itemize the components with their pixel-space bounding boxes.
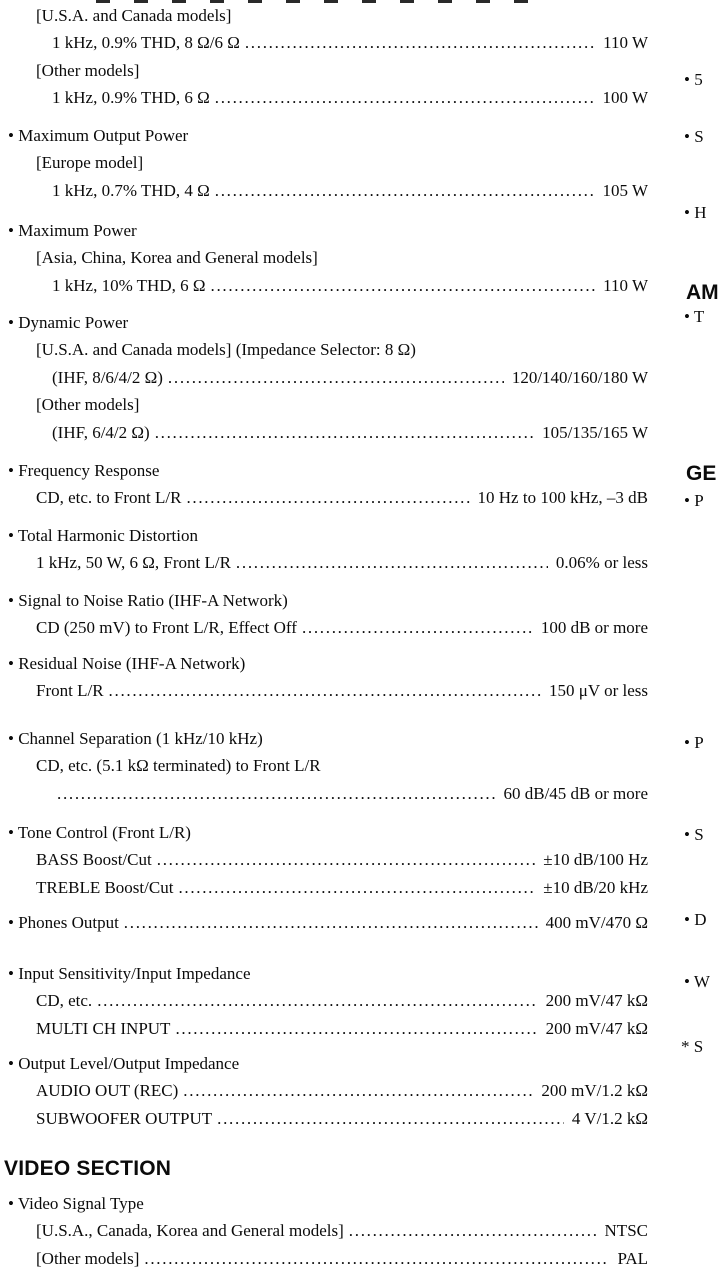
spec-line	[0, 484, 648, 511]
spec-label: [Europe model]	[36, 153, 144, 173]
spec-line	[0, 2, 648, 29]
spec-label: CD, etc. to Front L/R	[36, 488, 182, 508]
spec-group	[0, 457, 648, 512]
dot-leader	[109, 677, 541, 704]
spec-line	[0, 336, 648, 363]
spec-line	[0, 549, 648, 576]
spec-line	[0, 1105, 648, 1132]
spec-group	[0, 1050, 648, 1132]
spec-line	[0, 614, 648, 641]
spec-line	[0, 419, 648, 446]
spec-value: 60 dB/45 dB or more	[503, 783, 648, 803]
dot-leader	[57, 780, 496, 807]
spec-label: 1 kHz, 50 W, 6 Ω, Front L/R	[36, 553, 231, 573]
clipped-spec-fragment: • P	[684, 733, 704, 752]
spec-line	[0, 122, 648, 149]
dot-leader	[245, 29, 595, 56]
spec-line	[0, 244, 648, 271]
spec-label: BASS Boost/Cut	[36, 850, 152, 870]
spec-label: (IHF, 6/4/2 Ω)	[52, 422, 150, 442]
dot-leader	[178, 874, 535, 901]
spec-value: NTSC	[604, 1221, 648, 1241]
dot-leader	[97, 987, 537, 1014]
dot-leader	[183, 1077, 533, 1104]
spec-label: 1 kHz, 0.9% THD, 8 Ω/6 Ω	[52, 33, 240, 53]
dot-leader	[144, 1245, 609, 1272]
spec-label: • Video Signal Type	[8, 1194, 144, 1213]
spec-label: CD, etc. (5.1 kΩ terminated) to Front L/R	[36, 756, 321, 776]
spec-line	[0, 309, 648, 336]
dot-leader	[211, 272, 596, 299]
spec-value: 110 W	[603, 33, 648, 53]
spec-label: • Signal to Noise Ratio (IHF-A Network)	[8, 591, 288, 610]
spec-label: • Frequency Response	[8, 461, 160, 480]
spec-label: CD, etc.	[36, 991, 93, 1011]
spec-label: (IHF, 8/6/4/2 Ω)	[52, 367, 163, 387]
spec-label: • Phones Output	[8, 913, 119, 932]
dot-leader	[215, 84, 595, 111]
spec-line	[0, 1077, 648, 1104]
spec-label: AUDIO OUT (REC)	[36, 1081, 179, 1101]
spec-value: 100 dB or more	[540, 618, 648, 638]
clipped-spec-fragment: • H	[684, 203, 707, 222]
spec-line	[0, 960, 648, 987]
spec-line	[0, 1015, 648, 1042]
spec-value: 120/140/160/180 W	[511, 367, 648, 387]
spec-value: 200 mV/47 kΩ	[545, 1018, 648, 1038]
clipped-spec-fragment: • 5	[684, 70, 703, 89]
clipped-spec-fragment: * S	[681, 1037, 704, 1056]
spec-group	[0, 587, 648, 642]
spec-line	[0, 725, 648, 752]
spec-value: 200 mV/1.2 kΩ	[541, 1081, 648, 1101]
spec-label: SUBWOOFER OUTPUT	[36, 1108, 213, 1128]
spec-group	[0, 650, 648, 705]
dot-leader	[186, 484, 469, 511]
spec-line	[0, 177, 648, 204]
spec-line	[0, 1217, 648, 1244]
clipped-spec-fragment: • T	[684, 307, 705, 326]
spec-value: 100 W	[602, 88, 648, 108]
spec-label: Front L/R	[36, 681, 104, 701]
spec-group	[0, 1190, 648, 1272]
spec-label: TREBLE Boost/Cut	[36, 877, 174, 897]
spec-line	[0, 149, 648, 176]
spec-group	[0, 2, 648, 112]
spec-line	[0, 522, 648, 549]
clipped-spec-fragment: • W	[684, 972, 710, 991]
spec-label: [Other models]	[36, 1248, 140, 1268]
spec-group	[0, 309, 648, 446]
clipped-spec-fragment: • S	[684, 127, 704, 146]
spec-group	[0, 522, 648, 577]
spec-line	[0, 391, 648, 418]
spec-group	[0, 725, 648, 807]
spec-line	[0, 587, 648, 614]
spec-line	[0, 1245, 648, 1272]
spec-group	[0, 217, 648, 299]
spec-label: MULTI CH INPUT	[36, 1018, 171, 1038]
spec-label: [Other models]	[36, 60, 140, 80]
spec-label: • Maximum Power	[8, 221, 137, 240]
spec-group	[0, 819, 648, 901]
spec-line	[0, 846, 648, 873]
dot-leader	[215, 177, 595, 204]
spec-group	[0, 909, 648, 936]
spec-line	[0, 1190, 648, 1217]
clipped-spec-fragment: • S	[684, 825, 704, 844]
spec-label: [U.S.A., Canada, Korea and General models]	[36, 1221, 344, 1241]
spec-label: • Maximum Output Power	[8, 126, 189, 145]
spec-value: ±10 dB/20 kHz	[543, 877, 648, 897]
spec-value: 105/135/165 W	[542, 422, 648, 442]
spec-label: [Other models]	[36, 395, 140, 415]
spec-label: • Total Harmonic Distortion	[8, 526, 199, 545]
spec-line	[0, 819, 648, 846]
dot-leader	[302, 614, 533, 641]
spec-value: ±10 dB/100 Hz	[543, 850, 648, 870]
dot-leader	[124, 909, 538, 936]
spec-label: • Dynamic Power	[8, 313, 129, 332]
spec-line	[0, 457, 648, 484]
dot-leader	[155, 419, 534, 446]
spec-line	[0, 272, 648, 299]
spec-line	[0, 217, 648, 244]
spec-label: CD (250 mV) to Front L/R, Effect Off	[36, 618, 297, 638]
spec-group	[0, 122, 648, 204]
spec-label: • Output Level/Output Impedance	[8, 1054, 240, 1073]
spec-line	[0, 677, 648, 704]
spec-value: 10 Hz to 100 kHz, –3 dB	[477, 488, 648, 508]
spec-label: [Asia, China, Korea and General models]	[36, 248, 318, 268]
dot-leader	[349, 1217, 597, 1244]
dot-leader	[236, 549, 548, 576]
spec-line	[0, 364, 648, 391]
dot-leader	[217, 1105, 564, 1132]
clipped-section-heading: GE	[686, 462, 717, 485]
spec-label: 1 kHz, 10% THD, 6 Ω	[52, 275, 206, 295]
spec-value: 400 mV/470 Ω	[545, 913, 648, 932]
spec-line	[0, 29, 648, 56]
clipped-spec-fragment: • D	[684, 910, 707, 929]
spec-label: • Input Sensitivity/Input Impedance	[8, 964, 251, 983]
spec-value: 0.06% or less	[555, 553, 648, 573]
spec-line	[0, 780, 648, 807]
spec-label: • Channel Separation (1 kHz/10 kHz)	[8, 729, 263, 748]
spec-label: [U.S.A. and Canada models]	[36, 6, 232, 25]
dot-leader	[157, 846, 536, 873]
spec-line	[0, 909, 648, 936]
spec-label: 1 kHz, 0.9% THD, 6 Ω	[52, 88, 210, 108]
spec-value: 200 mV/47 kΩ	[545, 991, 648, 1011]
spec-label: • Tone Control (Front L/R)	[8, 823, 191, 842]
clipped-section-heading: AM	[686, 281, 719, 304]
spec-line	[0, 1050, 648, 1077]
dot-leader	[168, 364, 504, 391]
spec-value: 4 V/1.2 kΩ	[571, 1108, 648, 1128]
spec-line	[0, 987, 648, 1014]
spec-value: 150 μV or less	[549, 681, 648, 701]
spec-line	[0, 650, 648, 677]
video-section-heading: VIDEO SECTION	[4, 1157, 172, 1180]
spec-label: 1 kHz, 0.7% THD, 4 Ω	[52, 180, 210, 200]
spec-label: • Residual Noise (IHF-A Network)	[8, 654, 246, 673]
clipped-spec-fragment: • P	[684, 491, 704, 510]
spec-line	[0, 57, 648, 84]
spec-label: [U.S.A. and Canada models] (Impedance Selector: 8 Ω)	[36, 340, 416, 360]
spec-group	[0, 960, 648, 1042]
spec-line	[0, 752, 648, 779]
spec-value: PAL	[617, 1248, 648, 1268]
spec-value: 105 W	[602, 180, 648, 200]
dot-leader	[175, 1015, 537, 1042]
spec-line	[0, 84, 648, 111]
spec-value: 110 W	[603, 275, 648, 295]
spec-line	[0, 874, 648, 901]
